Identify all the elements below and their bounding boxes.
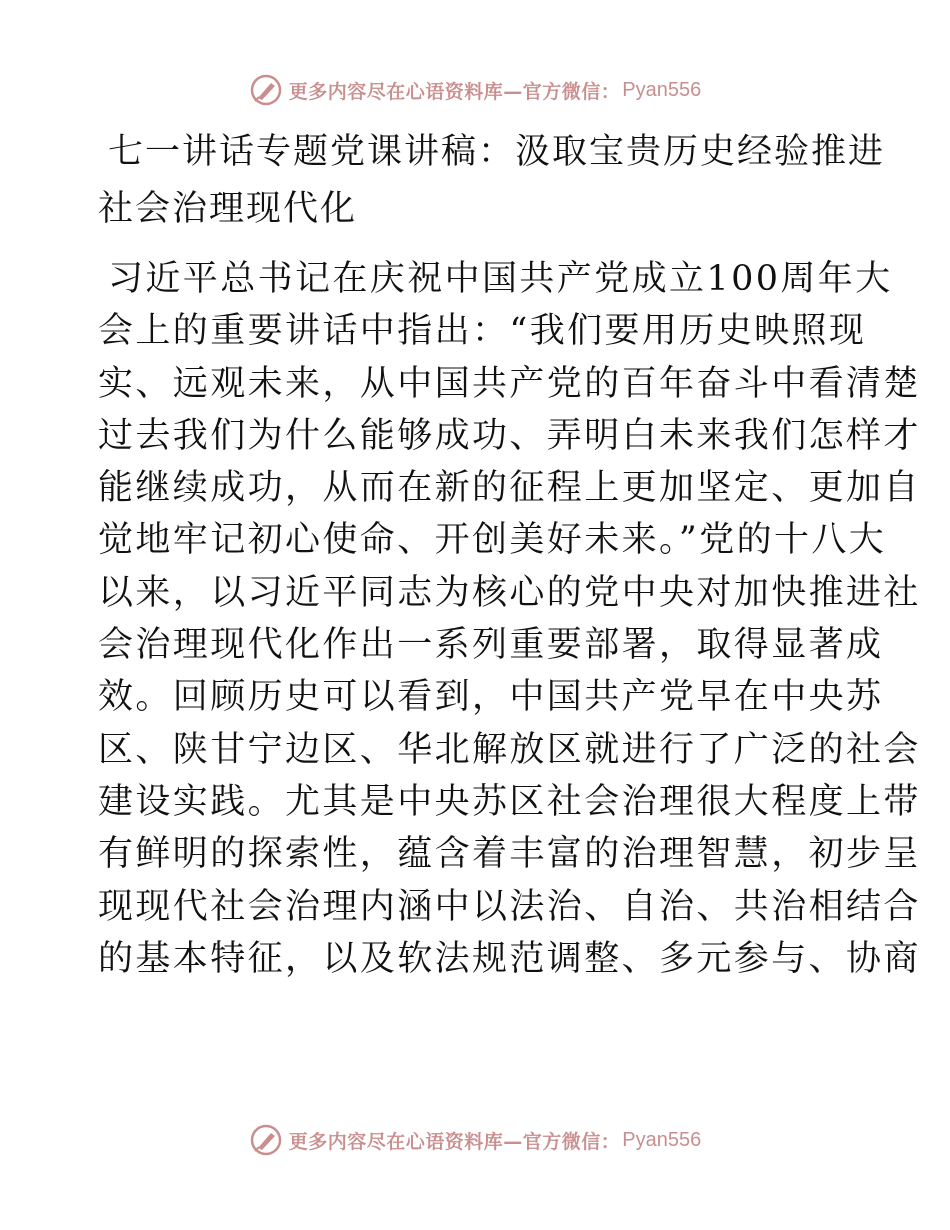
watermark-text: 更多内容尽在心语资料库—官方微信： <box>288 80 621 103</box>
body-line: 效。回顾历史可以看到，中国共产党早在中央苏 <box>98 677 884 718</box>
body-line: 的基本特征，以及软法规范调整、多元参与、协商 <box>98 938 921 979</box>
body-line: 能继续成功，从而在新的征程上更加坚定、更加自 <box>98 468 921 509</box>
body-line: 会上的重要讲话中指出：“我们要用历史映照现 <box>98 311 867 352</box>
title-line: 七一讲话专题党课讲稿：汲取宝贵历史经验推进 <box>108 132 886 172</box>
body-line: 过去我们为什么能够成功、弄明白未来我们怎样才 <box>98 415 921 456</box>
header-watermark <box>0 70 950 110</box>
body-line: 区、陕甘宁边区、华北解放区就进行了广泛的社会 <box>98 729 921 770</box>
body-line: 有鲜明的探索性，蕴含着丰富的治理智慧，初步呈 <box>98 834 921 875</box>
footer-watermark <box>0 1120 950 1160</box>
watermark-id: Pyan556 <box>622 1128 702 1151</box>
body-line: 现现代社会治理内涵中以法治、自治、共治相结合 <box>98 886 921 927</box>
watermark-id: Pyan556 <box>622 78 702 101</box>
body-line: 以来，以习近平同志为核心的党中央对加快推进社 <box>98 572 921 613</box>
pen-logo-icon <box>249 1123 283 1157</box>
document-title <box>98 124 886 238</box>
body-line: 会治理现代化作出一系列重要部署，取得显著成 <box>98 625 884 666</box>
title-line: 社会治理现代化 <box>98 189 358 229</box>
pen-logo-icon <box>249 73 283 107</box>
body-line: 建设实践。尤其是中央苏区社会治理很大程度上带 <box>98 781 921 822</box>
watermark-text: 更多内容尽在心语资料库—官方微信： <box>288 1130 621 1153</box>
body-line: 习近平总书记在庆祝中国共产党成立100周年大 <box>108 259 893 299</box>
body-line: 觉地牢记初心使命、开创美好未来。”党的十八大 <box>98 520 887 561</box>
body-line: 实、远观未来，从中国共产党的百年奋斗中看清楚 <box>98 363 921 404</box>
document-body <box>98 253 921 985</box>
